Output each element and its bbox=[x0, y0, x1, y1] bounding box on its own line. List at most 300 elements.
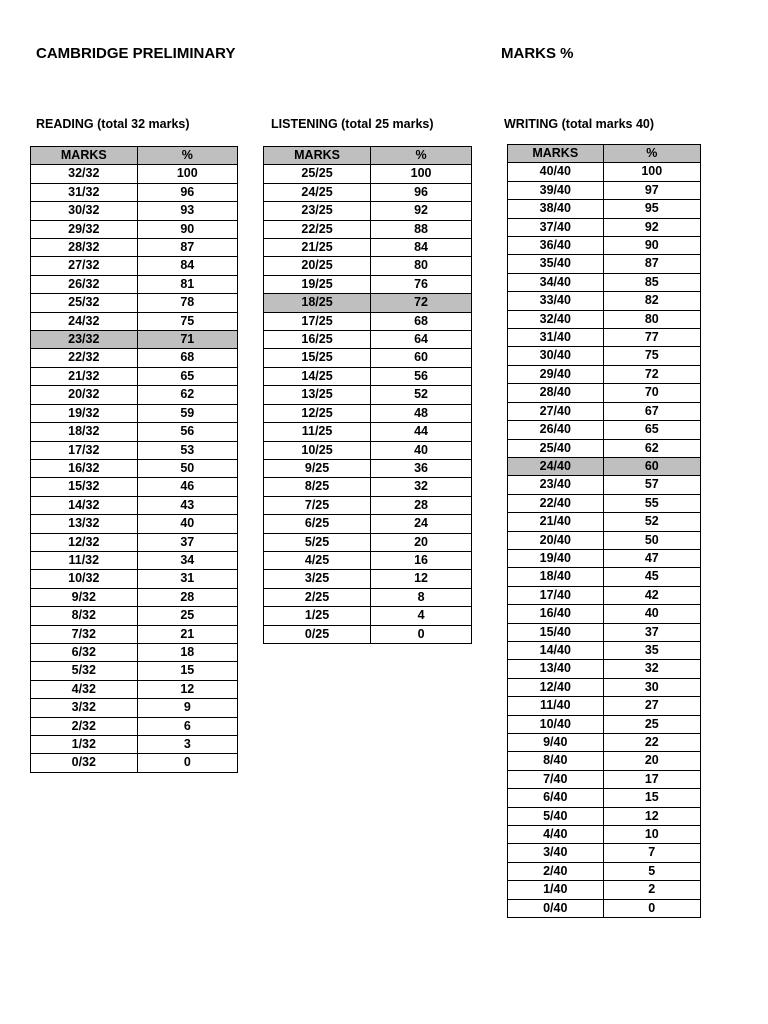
percent-cell: 22 bbox=[603, 734, 700, 752]
percent-cell: 87 bbox=[137, 239, 237, 257]
marks-cell: 24/25 bbox=[264, 183, 371, 201]
table-row bbox=[264, 607, 472, 625]
page-title: CAMBRIDGE PRELIMINARY bbox=[36, 45, 236, 62]
marks-cell: 11/32 bbox=[31, 551, 138, 569]
marks-cell: 5/40 bbox=[508, 807, 604, 825]
percent-cell: 0 bbox=[137, 754, 237, 772]
table-row bbox=[508, 439, 701, 457]
marks-cell: 5/32 bbox=[31, 662, 138, 680]
table-row bbox=[31, 570, 238, 588]
marks-cell: 29/40 bbox=[508, 365, 604, 383]
table-header-row bbox=[31, 147, 238, 165]
table-row bbox=[31, 239, 238, 257]
percent-cell: 12 bbox=[371, 570, 472, 588]
table-row bbox=[31, 662, 238, 680]
percent-cell: 62 bbox=[603, 439, 700, 457]
percent-cell: 53 bbox=[137, 441, 237, 459]
percent-cell: 95 bbox=[603, 200, 700, 218]
percent-cell: 87 bbox=[603, 255, 700, 273]
table-row bbox=[508, 586, 701, 604]
table-row bbox=[508, 549, 701, 567]
table-row bbox=[508, 568, 701, 586]
marks-cell: 30/40 bbox=[508, 347, 604, 365]
marks-cell: 21/32 bbox=[31, 367, 138, 385]
table-row bbox=[264, 441, 472, 459]
marks-column-header: MARKS bbox=[264, 147, 371, 165]
table-row bbox=[264, 239, 472, 257]
percent-cell: 37 bbox=[137, 533, 237, 551]
percent-cell: 84 bbox=[371, 239, 472, 257]
table-row bbox=[31, 625, 238, 643]
table-row bbox=[264, 478, 472, 496]
reading-marks-table bbox=[30, 146, 238, 773]
marks-cell: 16/40 bbox=[508, 605, 604, 623]
percent-cell: 76 bbox=[371, 275, 472, 293]
table-row bbox=[508, 715, 701, 733]
marks-cell: 12/25 bbox=[264, 404, 371, 422]
percent-cell: 100 bbox=[137, 165, 237, 183]
table-row bbox=[31, 459, 238, 477]
marks-cell: 4/25 bbox=[264, 551, 371, 569]
percent-cell: 2 bbox=[603, 881, 700, 899]
table-row bbox=[508, 163, 701, 181]
marks-cell: 15/40 bbox=[508, 623, 604, 641]
percent-cell: 62 bbox=[137, 386, 237, 404]
marks-cell: 22/32 bbox=[31, 349, 138, 367]
table-row bbox=[508, 899, 701, 917]
percent-cell: 16 bbox=[371, 551, 472, 569]
percent-cell: 80 bbox=[371, 257, 472, 275]
table-row bbox=[508, 826, 701, 844]
table-row bbox=[264, 183, 472, 201]
table-row bbox=[31, 588, 238, 606]
table-row bbox=[31, 736, 238, 754]
marks-cell: 25/32 bbox=[31, 294, 138, 312]
table-row bbox=[264, 533, 472, 551]
percent-cell: 75 bbox=[137, 312, 237, 330]
table-row bbox=[31, 551, 238, 569]
marks-cell: 23/32 bbox=[31, 331, 138, 349]
table-row bbox=[264, 220, 472, 238]
percent-cell: 28 bbox=[137, 588, 237, 606]
table-row bbox=[508, 752, 701, 770]
table-row bbox=[264, 331, 472, 349]
percent-cell: 64 bbox=[371, 331, 472, 349]
percent-cell: 24 bbox=[371, 515, 472, 533]
percent-cell: 52 bbox=[603, 513, 700, 531]
marks-cell: 21/40 bbox=[508, 513, 604, 531]
table-row bbox=[264, 349, 472, 367]
table-row bbox=[264, 551, 472, 569]
marks-cell: 1/25 bbox=[264, 607, 371, 625]
marks-cell: 28/40 bbox=[508, 384, 604, 402]
marks-cell: 25/25 bbox=[264, 165, 371, 183]
table-row bbox=[508, 513, 701, 531]
percent-cell: 65 bbox=[603, 421, 700, 439]
marks-cell: 19/32 bbox=[31, 404, 138, 422]
percent-cell: 37 bbox=[603, 623, 700, 641]
percent-cell: 82 bbox=[603, 292, 700, 310]
percent-cell: 15 bbox=[137, 662, 237, 680]
percent-cell: 68 bbox=[137, 349, 237, 367]
table-row bbox=[31, 496, 238, 514]
percent-cell: 32 bbox=[603, 660, 700, 678]
percent-cell: 40 bbox=[603, 605, 700, 623]
percent-cell: 45 bbox=[603, 568, 700, 586]
writing-marks-table bbox=[507, 144, 701, 918]
percent-cell: 5 bbox=[603, 862, 700, 880]
table-row bbox=[508, 255, 701, 273]
marks-cell: 1/40 bbox=[508, 881, 604, 899]
percent-cell: 10 bbox=[603, 826, 700, 844]
percent-cell: 18 bbox=[137, 643, 237, 661]
marks-cell: 36/40 bbox=[508, 237, 604, 255]
table-row bbox=[31, 202, 238, 220]
marks-cell: 7/25 bbox=[264, 496, 371, 514]
percent-cell: 92 bbox=[603, 218, 700, 236]
marks-cell: 3/25 bbox=[264, 570, 371, 588]
marks-cell: 10/40 bbox=[508, 715, 604, 733]
marks-column-header: MARKS bbox=[508, 145, 604, 163]
percent-cell: 97 bbox=[603, 181, 700, 199]
table-row bbox=[508, 329, 701, 347]
table-row bbox=[264, 404, 472, 422]
table-row bbox=[508, 734, 701, 752]
marks-cell: 27/40 bbox=[508, 402, 604, 420]
marks-cell: 3/32 bbox=[31, 699, 138, 717]
marks-cell: 13/25 bbox=[264, 386, 371, 404]
percent-cell: 36 bbox=[371, 459, 472, 477]
table-row bbox=[508, 844, 701, 862]
marks-cell: 17/32 bbox=[31, 441, 138, 459]
percent-cell: 15 bbox=[603, 789, 700, 807]
percent-cell: 9 bbox=[137, 699, 237, 717]
marks-cell: 13/32 bbox=[31, 515, 138, 533]
page-subtitle: MARKS % bbox=[501, 45, 574, 62]
marks-cell: 21/25 bbox=[264, 239, 371, 257]
table-row bbox=[31, 478, 238, 496]
marks-cell: 9/25 bbox=[264, 459, 371, 477]
percent-cell: 20 bbox=[603, 752, 700, 770]
percent-cell: 31 bbox=[137, 570, 237, 588]
percent-cell: 72 bbox=[371, 294, 472, 312]
marks-cell: 18/32 bbox=[31, 423, 138, 441]
percent-cell: 0 bbox=[371, 625, 472, 643]
table-header-row bbox=[264, 147, 472, 165]
marks-cell: 34/40 bbox=[508, 273, 604, 291]
percent-cell: 12 bbox=[603, 807, 700, 825]
table-row bbox=[508, 402, 701, 420]
percent-cell: 85 bbox=[603, 273, 700, 291]
table-row bbox=[31, 423, 238, 441]
marks-cell: 13/40 bbox=[508, 660, 604, 678]
table-row bbox=[31, 441, 238, 459]
marks-cell: 8/40 bbox=[508, 752, 604, 770]
percent-cell: 77 bbox=[603, 329, 700, 347]
percent-cell: 20 bbox=[371, 533, 472, 551]
percent-cell: 60 bbox=[371, 349, 472, 367]
table-row bbox=[31, 349, 238, 367]
percent-cell: 68 bbox=[371, 312, 472, 330]
marks-cell: 6/40 bbox=[508, 789, 604, 807]
table-row bbox=[31, 515, 238, 533]
percent-cell: 32 bbox=[371, 478, 472, 496]
table-row bbox=[508, 531, 701, 549]
table-row bbox=[264, 275, 472, 293]
marks-cell: 0/32 bbox=[31, 754, 138, 772]
marks-cell: 6/32 bbox=[31, 643, 138, 661]
percent-cell: 42 bbox=[603, 586, 700, 604]
percent-cell: 96 bbox=[371, 183, 472, 201]
table-row bbox=[31, 680, 238, 698]
marks-cell: 26/40 bbox=[508, 421, 604, 439]
table-row bbox=[508, 384, 701, 402]
marks-cell: 10/32 bbox=[31, 570, 138, 588]
percent-cell: 93 bbox=[137, 202, 237, 220]
table-row bbox=[264, 294, 472, 312]
marks-cell: 28/32 bbox=[31, 239, 138, 257]
marks-cell: 23/25 bbox=[264, 202, 371, 220]
table-row bbox=[508, 807, 701, 825]
percent-cell: 71 bbox=[137, 331, 237, 349]
percent-cell: 12 bbox=[137, 680, 237, 698]
percent-cell: 27 bbox=[603, 697, 700, 715]
percent-cell: 34 bbox=[137, 551, 237, 569]
table-row bbox=[31, 699, 238, 717]
marks-cell: 20/40 bbox=[508, 531, 604, 549]
marks-cell: 29/32 bbox=[31, 220, 138, 238]
marks-cell: 17/25 bbox=[264, 312, 371, 330]
table-row bbox=[264, 165, 472, 183]
listening-marks-table bbox=[263, 146, 472, 644]
table-row bbox=[508, 660, 701, 678]
writing-section-label: WRITING (total marks 40) bbox=[504, 117, 655, 131]
marks-cell: 11/25 bbox=[264, 423, 371, 441]
marks-cell: 31/40 bbox=[508, 329, 604, 347]
percent-cell: 43 bbox=[137, 496, 237, 514]
marks-cell: 10/25 bbox=[264, 441, 371, 459]
marks-cell: 18/40 bbox=[508, 568, 604, 586]
marks-cell: 12/32 bbox=[31, 533, 138, 551]
table-row bbox=[508, 605, 701, 623]
percent-cell: 57 bbox=[603, 476, 700, 494]
marks-cell: 0/25 bbox=[264, 625, 371, 643]
percent-cell: 48 bbox=[371, 404, 472, 422]
table-row bbox=[508, 218, 701, 236]
table-row bbox=[508, 347, 701, 365]
marks-cell: 9/32 bbox=[31, 588, 138, 606]
marks-cell: 32/32 bbox=[31, 165, 138, 183]
marks-cell: 22/40 bbox=[508, 494, 604, 512]
percent-cell: 25 bbox=[137, 607, 237, 625]
marks-cell: 14/32 bbox=[31, 496, 138, 514]
table-row bbox=[31, 533, 238, 551]
marks-cell: 1/32 bbox=[31, 736, 138, 754]
table-row bbox=[31, 257, 238, 275]
table-row bbox=[31, 183, 238, 201]
marks-cell: 19/25 bbox=[264, 275, 371, 293]
marks-cell: 39/40 bbox=[508, 181, 604, 199]
table-row bbox=[508, 457, 701, 475]
percent-cell: 40 bbox=[371, 441, 472, 459]
table-row bbox=[508, 623, 701, 641]
marks-cell: 40/40 bbox=[508, 163, 604, 181]
table-row bbox=[31, 294, 238, 312]
table-row bbox=[264, 257, 472, 275]
percent-cell: 52 bbox=[371, 386, 472, 404]
table-row bbox=[264, 423, 472, 441]
table-row bbox=[31, 312, 238, 330]
table-row bbox=[264, 367, 472, 385]
percent-cell: 25 bbox=[603, 715, 700, 733]
marks-cell: 5/25 bbox=[264, 533, 371, 551]
percent-cell: 78 bbox=[137, 294, 237, 312]
percent-cell: 3 bbox=[137, 736, 237, 754]
percent-cell: 0 bbox=[603, 899, 700, 917]
marks-cell: 19/40 bbox=[508, 549, 604, 567]
marks-cell: 12/40 bbox=[508, 678, 604, 696]
marks-cell: 15/32 bbox=[31, 478, 138, 496]
percent-cell: 75 bbox=[603, 347, 700, 365]
percent-cell: 81 bbox=[137, 275, 237, 293]
table-row bbox=[264, 312, 472, 330]
table-row bbox=[508, 697, 701, 715]
marks-cell: 7/40 bbox=[508, 770, 604, 788]
percent-column-header: % bbox=[603, 145, 700, 163]
percent-cell: 67 bbox=[603, 402, 700, 420]
table-row bbox=[508, 494, 701, 512]
table-row bbox=[264, 570, 472, 588]
table-row bbox=[508, 881, 701, 899]
marks-cell: 20/32 bbox=[31, 386, 138, 404]
percent-cell: 21 bbox=[137, 625, 237, 643]
marks-cell: 24/32 bbox=[31, 312, 138, 330]
percent-cell: 65 bbox=[137, 367, 237, 385]
percent-cell: 4 bbox=[371, 607, 472, 625]
table-row bbox=[508, 292, 701, 310]
marks-cell: 16/32 bbox=[31, 459, 138, 477]
marks-cell: 30/32 bbox=[31, 202, 138, 220]
table-row bbox=[31, 220, 238, 238]
percent-cell: 50 bbox=[137, 459, 237, 477]
table-row bbox=[31, 607, 238, 625]
marks-cell: 23/40 bbox=[508, 476, 604, 494]
percent-cell: 60 bbox=[603, 457, 700, 475]
table-row bbox=[264, 515, 472, 533]
percent-cell: 90 bbox=[137, 220, 237, 238]
marks-cell: 14/40 bbox=[508, 641, 604, 659]
marks-cell: 3/40 bbox=[508, 844, 604, 862]
table-row bbox=[31, 754, 238, 772]
table-row bbox=[508, 181, 701, 199]
marks-cell: 2/25 bbox=[264, 588, 371, 606]
table-row bbox=[264, 588, 472, 606]
table-header-row bbox=[508, 145, 701, 163]
percent-cell: 84 bbox=[137, 257, 237, 275]
marks-column-header: MARKS bbox=[31, 147, 138, 165]
table-row bbox=[508, 310, 701, 328]
table-row bbox=[264, 625, 472, 643]
percent-cell: 8 bbox=[371, 588, 472, 606]
marks-cell: 31/32 bbox=[31, 183, 138, 201]
table-row bbox=[264, 386, 472, 404]
percent-cell: 7 bbox=[603, 844, 700, 862]
marks-cell: 27/32 bbox=[31, 257, 138, 275]
percent-cell: 55 bbox=[603, 494, 700, 512]
percent-cell: 92 bbox=[371, 202, 472, 220]
marks-cell: 18/25 bbox=[264, 294, 371, 312]
marks-cell: 26/32 bbox=[31, 275, 138, 293]
marks-cell: 15/25 bbox=[264, 349, 371, 367]
percent-cell: 59 bbox=[137, 404, 237, 422]
percent-cell: 6 bbox=[137, 717, 237, 735]
table-row bbox=[508, 641, 701, 659]
percent-cell: 47 bbox=[603, 549, 700, 567]
percent-column-header: % bbox=[371, 147, 472, 165]
marks-cell: 4/40 bbox=[508, 826, 604, 844]
percent-cell: 100 bbox=[603, 163, 700, 181]
percent-cell: 46 bbox=[137, 478, 237, 496]
table-row bbox=[508, 365, 701, 383]
marks-cell: 0/40 bbox=[508, 899, 604, 917]
table-row bbox=[508, 421, 701, 439]
table-row bbox=[508, 770, 701, 788]
reading-section-label: READING (total 32 marks) bbox=[36, 117, 190, 131]
percent-cell: 28 bbox=[371, 496, 472, 514]
marks-cell: 37/40 bbox=[508, 218, 604, 236]
percent-cell: 70 bbox=[603, 384, 700, 402]
table-row bbox=[508, 200, 701, 218]
table-row bbox=[508, 789, 701, 807]
marks-cell: 22/25 bbox=[264, 220, 371, 238]
marks-cell: 9/40 bbox=[508, 734, 604, 752]
table-row bbox=[508, 678, 701, 696]
percent-cell: 100 bbox=[371, 165, 472, 183]
marks-cell: 2/32 bbox=[31, 717, 138, 735]
marks-cell: 32/40 bbox=[508, 310, 604, 328]
table-row bbox=[508, 476, 701, 494]
marks-cell: 33/40 bbox=[508, 292, 604, 310]
marks-cell: 4/32 bbox=[31, 680, 138, 698]
table-row bbox=[31, 643, 238, 661]
table-row bbox=[31, 404, 238, 422]
marks-cell: 11/40 bbox=[508, 697, 604, 715]
table-row bbox=[31, 331, 238, 349]
table-row bbox=[31, 386, 238, 404]
marks-cell: 20/25 bbox=[264, 257, 371, 275]
percent-cell: 56 bbox=[371, 367, 472, 385]
table-row bbox=[508, 237, 701, 255]
marks-cell: 2/40 bbox=[508, 862, 604, 880]
percent-cell: 80 bbox=[603, 310, 700, 328]
table-row bbox=[508, 273, 701, 291]
percent-cell: 72 bbox=[603, 365, 700, 383]
percent-cell: 88 bbox=[371, 220, 472, 238]
table-row bbox=[31, 717, 238, 735]
marks-cell: 35/40 bbox=[508, 255, 604, 273]
percent-cell: 30 bbox=[603, 678, 700, 696]
percent-cell: 50 bbox=[603, 531, 700, 549]
table-row bbox=[31, 367, 238, 385]
table-row bbox=[264, 202, 472, 220]
marks-cell: 14/25 bbox=[264, 367, 371, 385]
marks-cell: 24/40 bbox=[508, 457, 604, 475]
percent-column-header: % bbox=[137, 147, 237, 165]
marks-cell: 6/25 bbox=[264, 515, 371, 533]
marks-cell: 17/40 bbox=[508, 586, 604, 604]
percent-cell: 17 bbox=[603, 770, 700, 788]
table-row bbox=[264, 459, 472, 477]
